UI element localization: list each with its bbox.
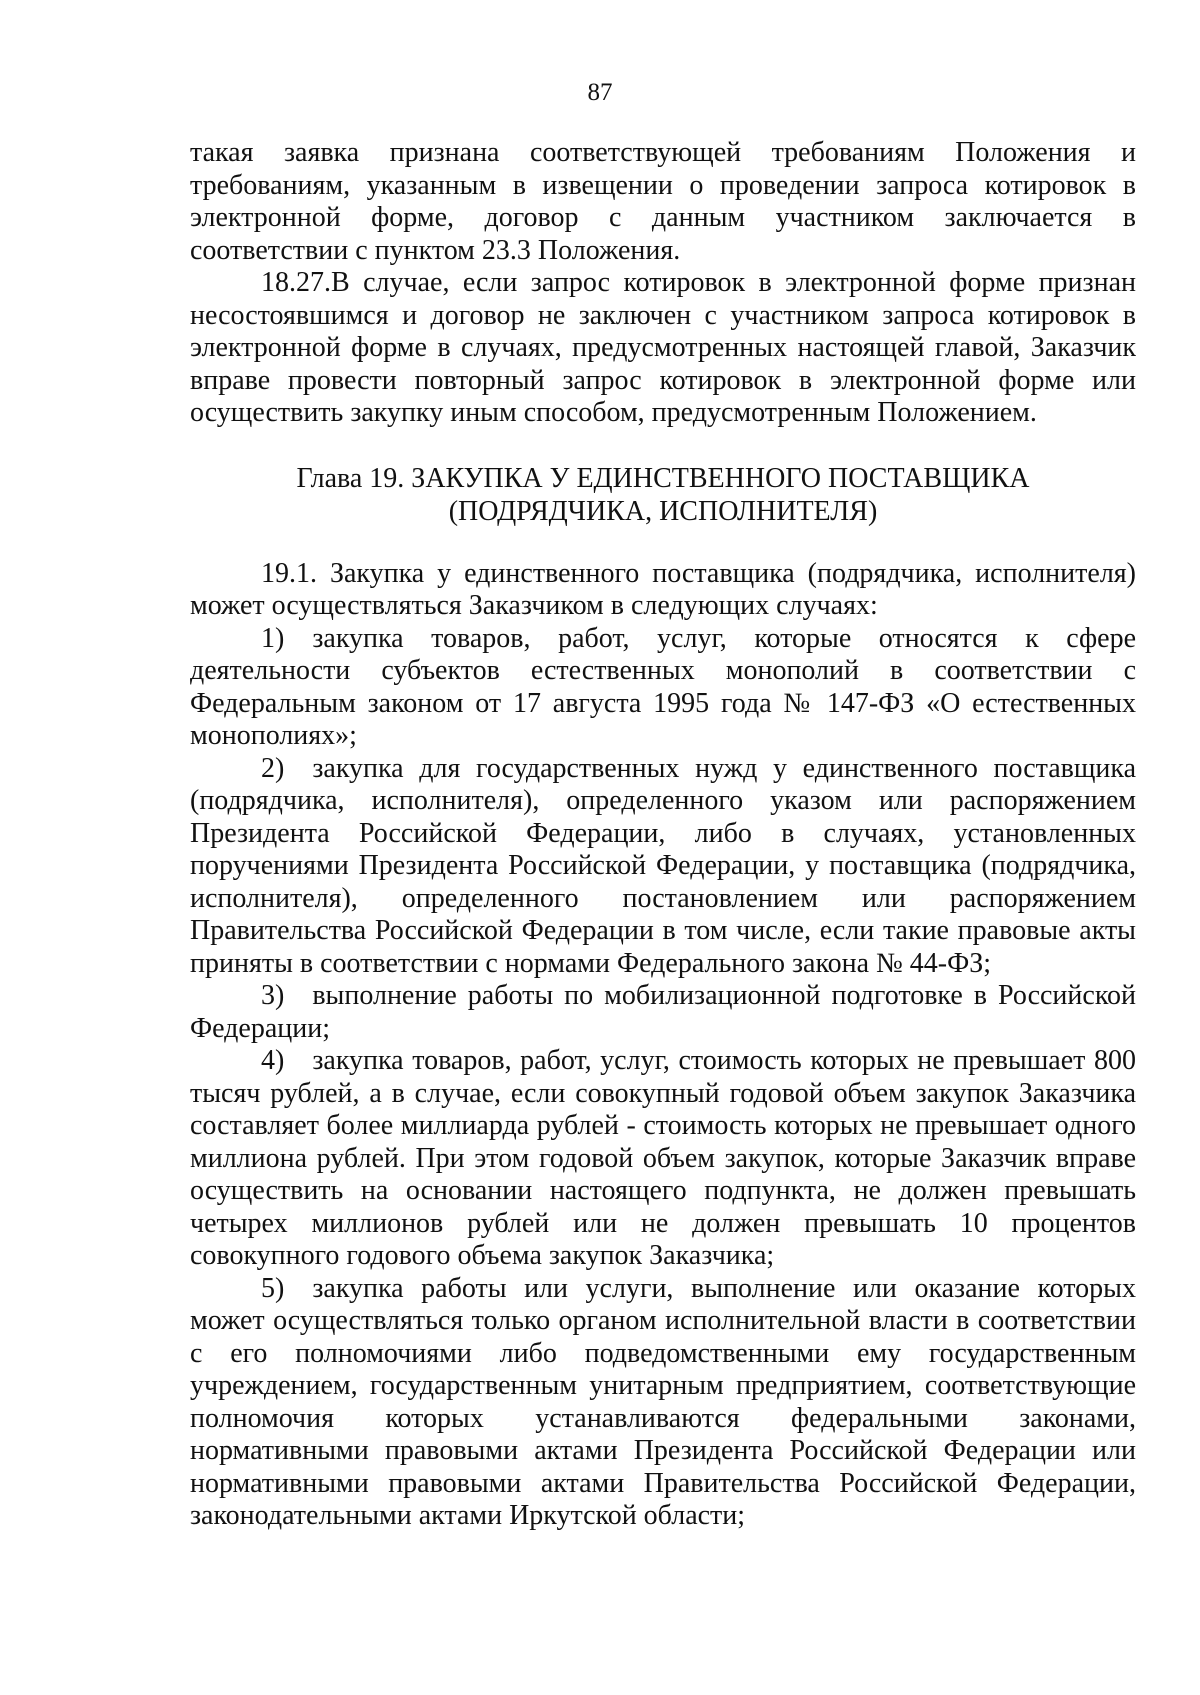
list-item-2: 2) закупка для государственных нужд у единственного поставщика (подрядчика, исполнителя), определенного указом или распоряжением Президента Российской Федерации, либо в случаях, установленных поручениями Президента Российской Федерации, у поставщика (подрядчика, исполнителя), определенного постановлением или распоряжением Правительства Российской Федерации в том числе, если такие правовые акты приняты в соответствии с нормами Федерального закона № 44-ФЗ; (190, 752, 1136, 979)
paragraph-continuation: такая заявка признана соответствующей требованиям Положения и требованиям, указанным в извещении о проведении запроса котировок в электронной форме, договор с данным участником заключается в соответствии с пунктом 23.3 Положения. (190, 137, 1136, 266)
paragraph-19-1: 19.1. Закупка у единственного поставщика (подрядчика, исполнителя) может осуществляться Заказчиком в следующих случаях: (190, 557, 1136, 621)
chapter-heading (190, 462, 1136, 528)
chapter-heading-line-2: (ПОДРЯДЧИКА, ИСПОЛНИТЕЛЯ) (448, 495, 878, 527)
chapter-heading-line-1: Глава 19. ЗАКУПКА У ЕДИНСТВЕННОГО ПОСТАВЩИКА (296, 462, 1030, 494)
page-number: 87 (587, 79, 613, 106)
paragraph-18-27: 18.27.В случае, если запрос котировок в электронной форме признан несостоявшимся и договор не заключен с участником запроса котировок в электронной форме в случаях, предусмотренных настоящей главой, Заказчик вправе провести повторный запрос котировок в электронной форме или осуществить закупку иным способом, предусмотренным Положением. (190, 267, 1136, 428)
list-item-4: 4) закупка товаров, работ, услуг, стоимость которых не превышает 800 тысяч рублей, а в случае, если совокупный годовой объем закупок Заказчика составляет более миллиарда рублей - стоимость которых не превышает одного миллиона рублей. При этом годовой объем закупок, которые Заказчик вправе осуществить на основании настоящего подпункта, не должен превышать четырех миллионов рублей или не должен превышать 10 процентов совокупного годового объема закупок Заказчика; (190, 1045, 1136, 1271)
document-body (190, 137, 1136, 1533)
list-item-1: 1) закупка товаров, работ, услуг, которые относятся к сфере деятельности субъектов естественных монополий в соответствии с Федеральным законом от 17 августа 1995 года № 147-ФЗ «О естественных монополиях»; (190, 622, 1136, 751)
list-item-3: 3) выполнение работы по мобилизационной подготовке в Российской Федерации; (190, 980, 1136, 1044)
list-item-5: 5) закупка работы или услуги, выполнение или оказание которых может осуществляться только органом исполнительной власти в соответствии с его полномочиями либо подведомственными ему государственным учреждением, государственным унитарным предприятием, соответствующие полномочия которых устанавливаются федеральными законами, нормативными правовыми актами Президента Российской Федерации или нормативными правовыми актами Правительства Российской Федерации, законодательными актами Иркутской области; (190, 1272, 1136, 1531)
